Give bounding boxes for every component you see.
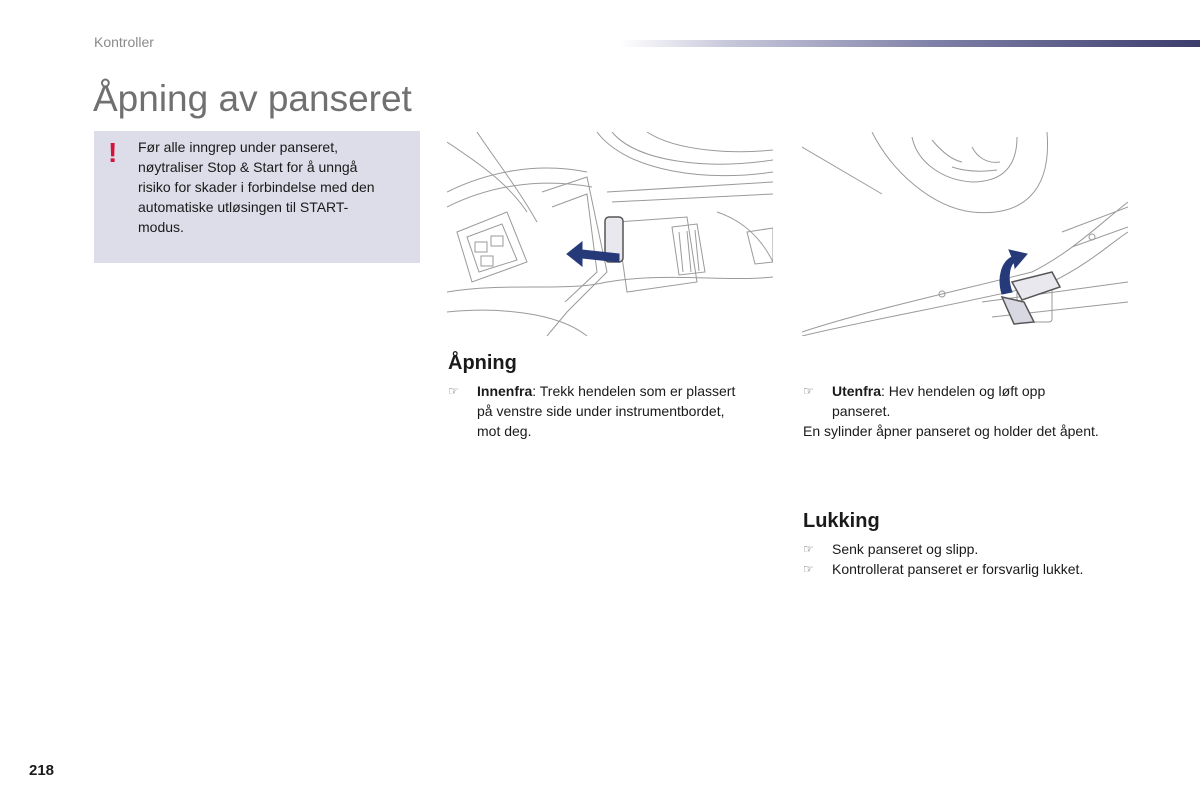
inside-label: Innenfra <box>477 383 533 399</box>
warning-line: risiko for skader i forbindelse med den <box>138 179 375 195</box>
outside-text-line2: panseret. <box>832 403 891 419</box>
pointing-hand-icon: ☞ <box>448 384 459 398</box>
warning-line: modus. <box>138 219 184 235</box>
interior-hood-release-illustration <box>447 132 773 336</box>
warning-line: automatiske utløsingen til START- <box>138 199 349 215</box>
warning-text <box>138 137 408 237</box>
inside-instruction <box>448 381 778 441</box>
warning-line: Før alle inngrep under panseret, <box>138 139 338 155</box>
closing-heading: Lukking <box>803 510 880 532</box>
opening-heading: Åpning <box>448 352 517 374</box>
inside-text-line2: på venstre side under instrumentbordet, <box>477 403 725 419</box>
closing-item-text: Senk panseret og slipp. <box>832 541 979 557</box>
warning-exclamation-icon: ! <box>108 137 118 168</box>
pointing-hand-icon: ☞ <box>803 562 814 576</box>
inside-text: : Trekk hendelen som er plassert <box>532 383 736 399</box>
page-title: Åpning av panseret <box>93 78 412 119</box>
inside-text-line3: mot deg. <box>477 423 532 439</box>
outside-instruction <box>803 381 1133 421</box>
closing-item <box>803 539 1163 559</box>
header-accent-bar <box>620 40 1200 47</box>
exterior-hood-release-illustration <box>802 132 1128 336</box>
closing-item <box>803 559 1163 579</box>
cylinder-note: En sylinder åpner panseret og holder det åpent. <box>803 423 1099 439</box>
pointing-hand-icon: ☞ <box>803 384 814 398</box>
warning-line: nøytraliser Stop & Start for å unngå <box>138 159 358 175</box>
section-label: Kontroller <box>94 34 154 50</box>
outside-label: Utenfra <box>832 383 882 399</box>
warning-box <box>94 131 420 263</box>
page-number: 218 <box>29 762 55 779</box>
pointing-hand-icon: ☞ <box>803 542 814 556</box>
outside-text: : Hev hendelen og løft opp <box>881 383 1046 399</box>
closing-item-text: Kontrollerat panseret er forsvarlig lukket. <box>832 561 1084 577</box>
